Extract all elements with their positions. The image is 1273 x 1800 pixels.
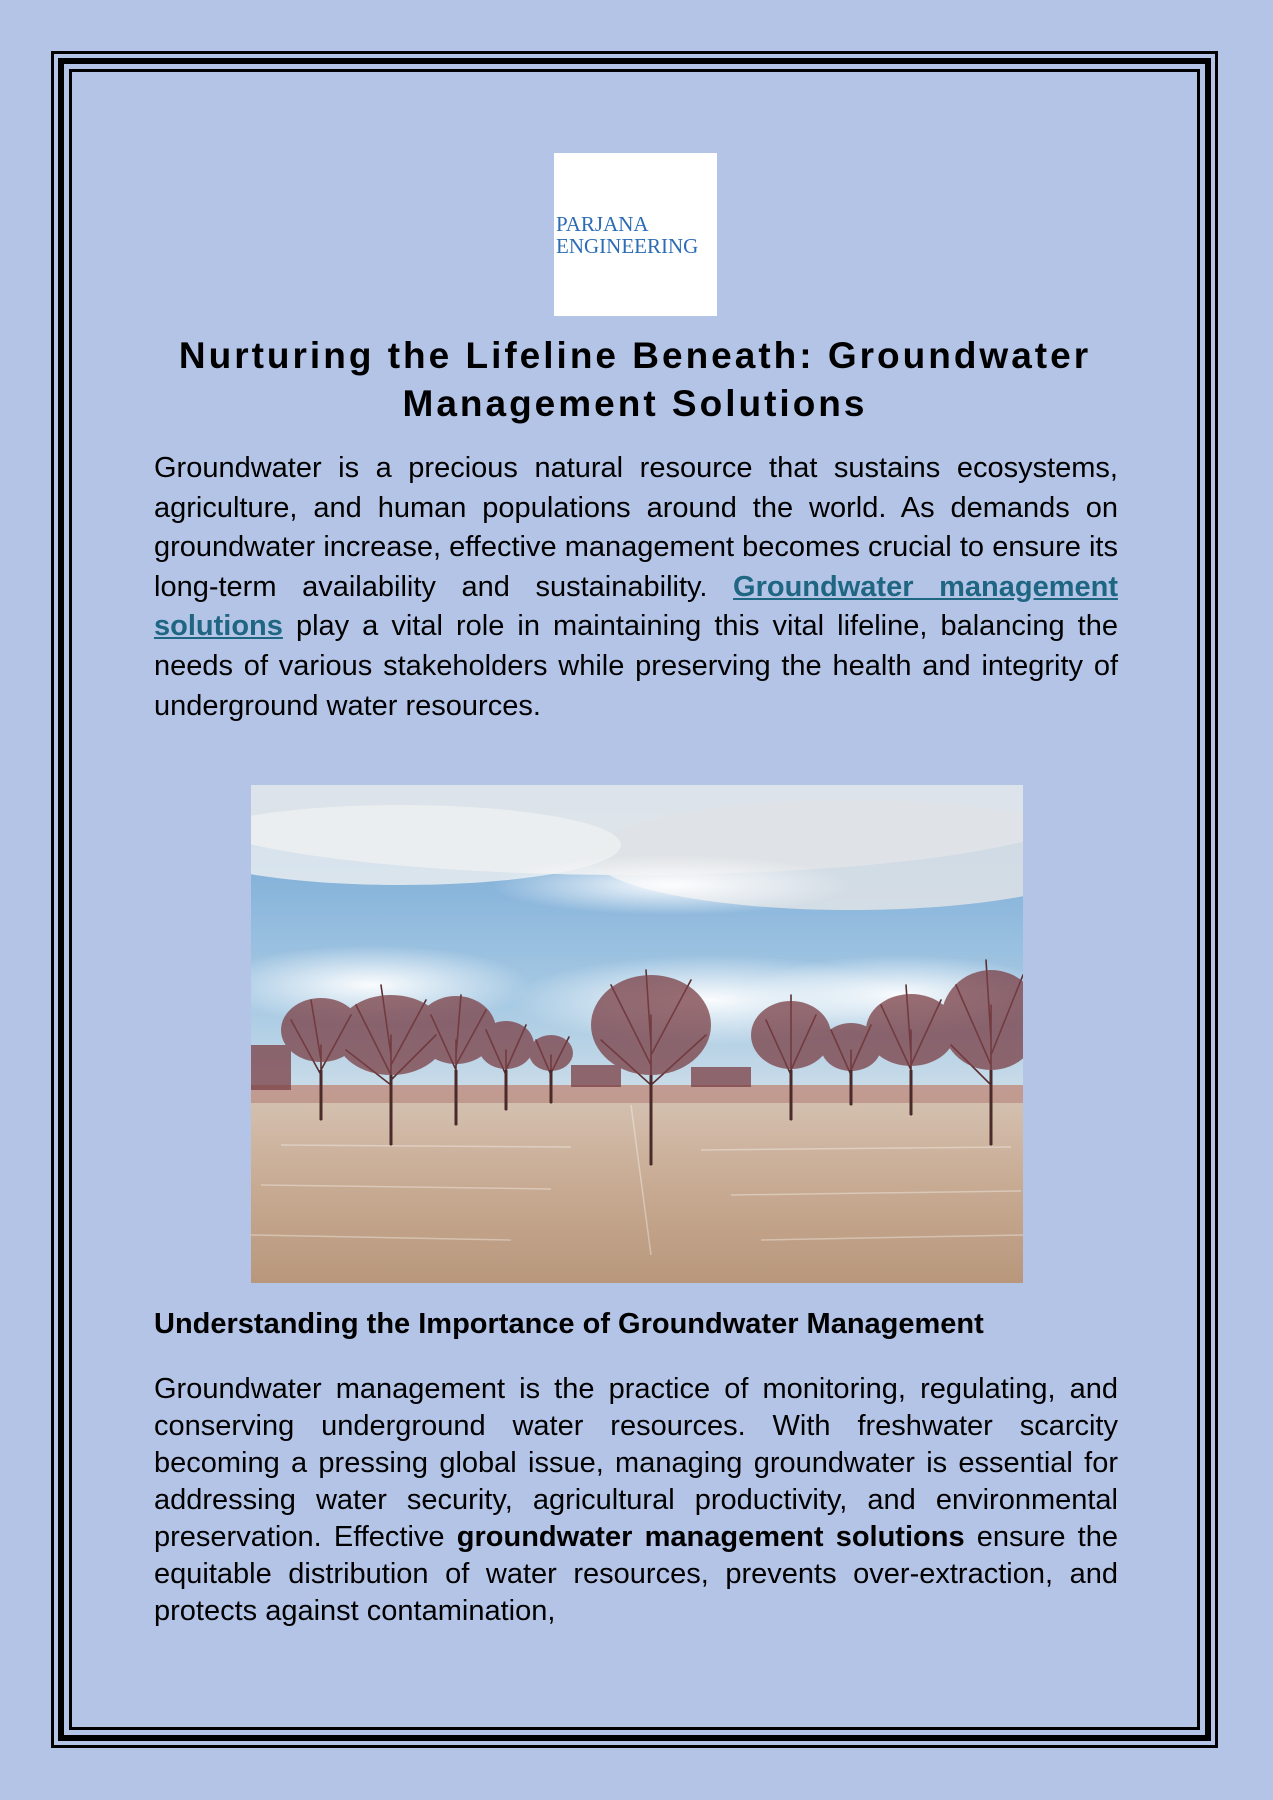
logo-line-2: ENGINEERING [556, 233, 699, 258]
company-logo [554, 153, 717, 316]
section-paragraph [154, 1371, 1118, 1630]
section-text-start: Groundwater management is the practice of monitoring, regulating, and conserving underground water resources. With freshwater scarcity becoming a pressing global issue, managing groundwater is essential for addressing water security, agricultural productivity, and environmental preservation. Effective [154, 1373, 1118, 1553]
logo-line-1: PARJANA [556, 211, 649, 236]
groundwater-solutions-link[interactable]: Groundwater management solutions [154, 570, 1118, 643]
flooded-orchard-image [251, 785, 1023, 1283]
bold-keyword: groundwater management solutions [456, 1521, 965, 1553]
page-title: Nurturing the Lifeline Beneath: Groundwater Management Solutions [178, 335, 1092, 424]
intro-paragraph [154, 449, 1118, 726]
intro-text-end: play a vital role in maintaining this vital lifeline, balancing the needs of various stakeholders while preserving the health and integrity of underground water resources. [154, 610, 1118, 722]
section-heading: Understanding the Importance of Groundwater Management [154, 1308, 984, 1340]
intro-text-start: Groundwater is a precious natural resource that sustains ecosystems, agriculture, and human populations around the world. As demands on groundwater increase, effective management becomes crucial to ensure its long-term availability and sustainability. [154, 452, 1118, 603]
section-text-end: ensure the equitable distribution of water resources, prevents over-extraction, and protects against contamination, [154, 1521, 1118, 1627]
